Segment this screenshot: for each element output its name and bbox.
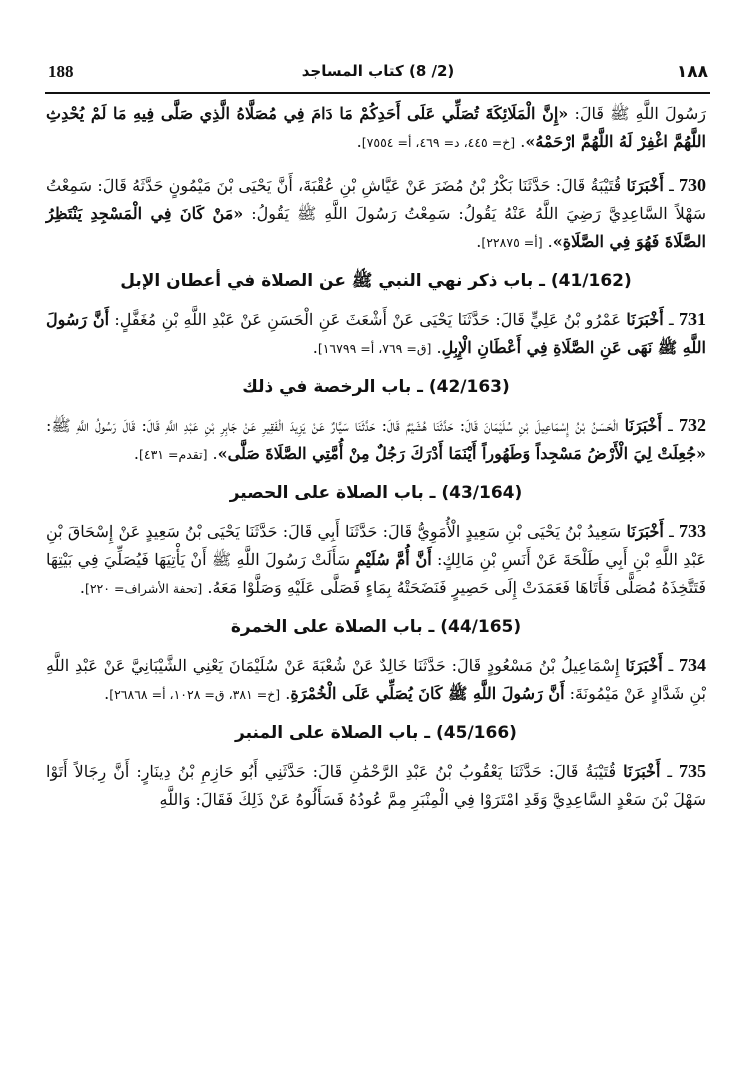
header-rule bbox=[45, 92, 710, 94]
paragraph-text: . bbox=[312, 338, 318, 357]
paragraph-text: الْحَسَنُ بْنُ إِسْمَاعِيلَ بْنِ سُلَيْمَانَ قَالَ: حَدَّثَنَا هُشَيْمٌ قَالَ: حَدَّثَنَا سَيَّارٌ عَنْ يَزِيدَ الْفَقِيرِ عَنْ جَابِرِ بْنِ عَبْدِ اللَّهِ قَالَ: قَالَ رَسُولُ اللَّهِ ﷺ: bbox=[46, 416, 625, 435]
running-header bbox=[48, 62, 708, 88]
block-spacer bbox=[46, 295, 706, 305]
paragraph-text: ـ bbox=[663, 522, 680, 541]
paragraph-text: . bbox=[133, 444, 139, 463]
paragraph-text: . bbox=[476, 232, 482, 251]
hadith-paragraph bbox=[46, 411, 706, 469]
hadith-text: «إِنَّ الْمَلَائِكَةَ تُصَلِّي عَلَى أَحَدِكُمْ مَا دَامَ فِي مُصَلَّاهُ الَّذِي صَلَّى فِيهِ مَا لَمْ يُحْدِثِ اللَّهُمَّ اغْفِرْ لَهُ اللَّهُمَّ ارْحَمْهُ» bbox=[46, 104, 706, 151]
narration-keyword: أَخْبَرَنَا bbox=[626, 310, 664, 329]
hadith-paragraph bbox=[46, 305, 706, 363]
hadith-text: أَنَّ أُمَّ سُلَيْمٍ bbox=[355, 550, 432, 569]
page-number-arabic: ١٨٨ bbox=[676, 62, 708, 82]
paragraph-text: ـ bbox=[663, 310, 680, 329]
narration-keyword: أَخْبَرَنَا bbox=[626, 176, 664, 195]
book-title: (2/ 8) كتاب المساجد bbox=[301, 62, 455, 80]
source-reference: [تقدم= ٤٣١] bbox=[138, 447, 208, 462]
paragraph-text: قُتَيْبَةُ قَالَ: حَدَّثَنَا يَعْقُوبُ بْنُ عَبْدِ الرَّحْمَٰنِ قَالَ: حَدَّثَنِي أَبُو حَازِمِ بْنُ دِينَارٍ: أَنَّ رِجَالاً أَتَوْا سَهْلَ بْنَ سَعْدٍ السَّاعِدِيَّ وَقَدِ امْتَرَوْا فِي الْمِنْبَرِ مِمَّ عُودُهُ فَسَأَلُوهُ عَنْ ذَلِكَ فَقَالَ: وَاللَّهِ bbox=[46, 762, 706, 809]
source-reference: [ق= ٧٦٩، أ= ١٦٧٩٩] bbox=[317, 341, 432, 356]
paragraph-text: . bbox=[431, 338, 442, 357]
paragraph-text: عَمْرُو بْنُ عَلِيٍّ قَالَ: حَدَّثَنَا يَحْيَى عَنْ أَشْعَثَ عَنِ الْحَسَنِ عَنْ عَبْدِ اللَّهِ بْنِ مُغَفَّلٍ: bbox=[109, 310, 627, 329]
paragraph-text: . bbox=[515, 132, 526, 151]
block-spacer bbox=[46, 257, 706, 267]
paragraph-text: سَأَلَتْ رَسُولَ اللَّهِ ﷺ أَنْ يَأْتِيَهَا فَيُصَلِّيَ فِي بَيْتِهَا فَتَتَّخِذَهُ مُصَلًّى فَأَتَاهَا فَعَمَدَتْ إِلَى حَصِيرٍ فَنَضَحَتْهُ بِمَاءٍ فَصَلَّى عَلَيْهِ وَصَلَّوْا مَعَهُ. bbox=[46, 550, 706, 597]
source-reference: [خ= ٤٤٥، د= ٤٦٩، أ= ٧٥٥٤] bbox=[361, 135, 516, 150]
hadith-paragraph bbox=[46, 517, 706, 603]
chapter-heading: (43/164) ـ باب الصلاة على الحصير bbox=[229, 483, 523, 503]
paragraph-text: . bbox=[356, 132, 362, 151]
narration-keyword: أَخْبَرَنَا bbox=[626, 522, 664, 541]
hadith-number: 735 bbox=[679, 761, 707, 781]
source-reference: [خ= ٣٨١، ق= ١٠٢٨، أ= ٢٦٨٦٨] bbox=[109, 687, 281, 702]
hadith-number: 734 bbox=[679, 655, 707, 675]
page-number-latin: 188 bbox=[48, 62, 74, 81]
narration-keyword: أَخْبَرَنَا bbox=[623, 762, 661, 781]
narration-keyword: أَخْبَرَنَا bbox=[624, 416, 662, 435]
hadith-number: 731 bbox=[679, 309, 707, 329]
paragraph-text: ـ bbox=[662, 656, 680, 675]
paragraph-text: ـ bbox=[661, 416, 679, 435]
block-spacer bbox=[46, 401, 706, 411]
block-spacer bbox=[46, 709, 706, 719]
chapter-heading: (44/165) ـ باب الصلاة على الخمرة bbox=[230, 617, 522, 637]
source-reference: [تحفة الأشراف= ٢٢٠] bbox=[84, 581, 203, 596]
page-body bbox=[46, 100, 706, 814]
hadith-text: «جُعِلَتْ لِيَ الْأَرْضُ مَسْجِداً وَطَهُوراً أَيْنَمَا أَدْرَكَ رَجُلٌ مِنْ أُمَّتِي الصَّلَاةَ صَلَّى» bbox=[217, 444, 706, 463]
paragraph-text: ـ bbox=[660, 762, 680, 781]
block-spacer bbox=[46, 507, 706, 517]
block-spacer bbox=[46, 747, 706, 757]
continued-paragraph bbox=[46, 100, 706, 157]
paragraph-text: سَعِيدُ بْنُ يَحْيَى بْنِ سَعِيدٍ الْأُمَوِيُّ قَالَ: حَدَّثَنَا أَبِي قَالَ: حَدَّثَنَا يَحْيَى بْنُ سَعِيدٍ عَنْ إِسْحَاقَ بْنِ عَبْدِ اللَّهِ بْنِ أَبِي طَلْحَةَ عَنْ أَنَسِ بْنِ مَالِكٍ: bbox=[46, 522, 706, 569]
hadith-paragraph bbox=[46, 171, 706, 257]
hadith-number: 730 bbox=[679, 175, 707, 195]
hadith-paragraph bbox=[46, 757, 706, 814]
hadith-number: 733 bbox=[679, 521, 707, 541]
paragraph-text: . bbox=[104, 684, 110, 703]
paragraph-text: رَسُولَ اللَّهِ ﷺ قَالَ: bbox=[568, 104, 707, 123]
paragraph-text: . bbox=[280, 684, 291, 703]
block-spacer bbox=[46, 603, 706, 613]
hadith-text: أَنَّ رَسُولَ اللَّهِ ﷺ نَهَى عَنِ الصَّلَاةِ فِي أَعْطَانِ الْإِبِلِ bbox=[46, 310, 706, 357]
source-reference: [أ= ٢٢٨٧٥] bbox=[481, 235, 543, 250]
hadith-paragraph bbox=[46, 651, 706, 709]
paragraph-text: ـ bbox=[663, 176, 680, 195]
hadith-text: أَنَّ رَسُولَ اللَّهِ ﷺ كَانَ يُصَلِّي عَلَى الْخُمْرَةِ bbox=[290, 684, 565, 703]
paragraph-text: إِسْمَاعِيلُ بْنُ مَسْعُودٍ قَالَ: حَدَّثَنَا خَالِدٌ عَنْ شُعْبَةَ عَنْ سُلَيْمَانَ يَعْنِي الشَّيْبَانِيَّ عَنْ عَبْدِ اللَّهِ بْنِ شَدَّادٍ عَنْ مَيْمُونَةَ: bbox=[46, 656, 706, 703]
block-spacer bbox=[46, 469, 706, 479]
paragraph-text: . bbox=[542, 232, 553, 251]
paragraph-text: قُتَيْبَةُ قَالَ: حَدَّثَنَا بَكْرُ بْنُ مُضَرَ عَنْ عَيَّاشِ بْنِ عُقْبَةَ، أَنَّ يَحْيَى بْنَ مَيْمُونٍ حَدَّثَهُ قَالَ: سَمِعْتُ سَهْلاً السَّاعِدِيَّ رَضِيَ اللَّهُ عَنْهُ يَقُولُ: سَمِعْتُ رَسُولَ اللَّهِ ﷺ يَقُولُ: bbox=[46, 176, 707, 223]
paragraph-text: . bbox=[207, 444, 218, 463]
narration-keyword: أَخْبَرَنَا bbox=[625, 656, 663, 675]
paragraph-text: . bbox=[79, 578, 85, 597]
chapter-heading: (41/162) ـ باب ذكر نهي النبي ﷺ عن الصلاة في أعطان الإبل bbox=[120, 271, 632, 291]
block-spacer bbox=[46, 157, 706, 171]
hadith-text: «مَنْ كَانَ فِي الْمَسْجِدِ يَنْتَظِرُ الصَّلَاةَ فَهُوَ فِي الصَّلَاةِ» bbox=[46, 204, 706, 251]
hadith-number: 732 bbox=[679, 415, 706, 435]
block-spacer bbox=[46, 641, 706, 651]
chapter-heading: (45/166) ـ باب الصلاة على المنبر bbox=[235, 723, 517, 743]
block-spacer bbox=[46, 363, 706, 373]
chapter-heading: (42/163) ـ باب الرخصة في ذلك bbox=[242, 377, 510, 397]
